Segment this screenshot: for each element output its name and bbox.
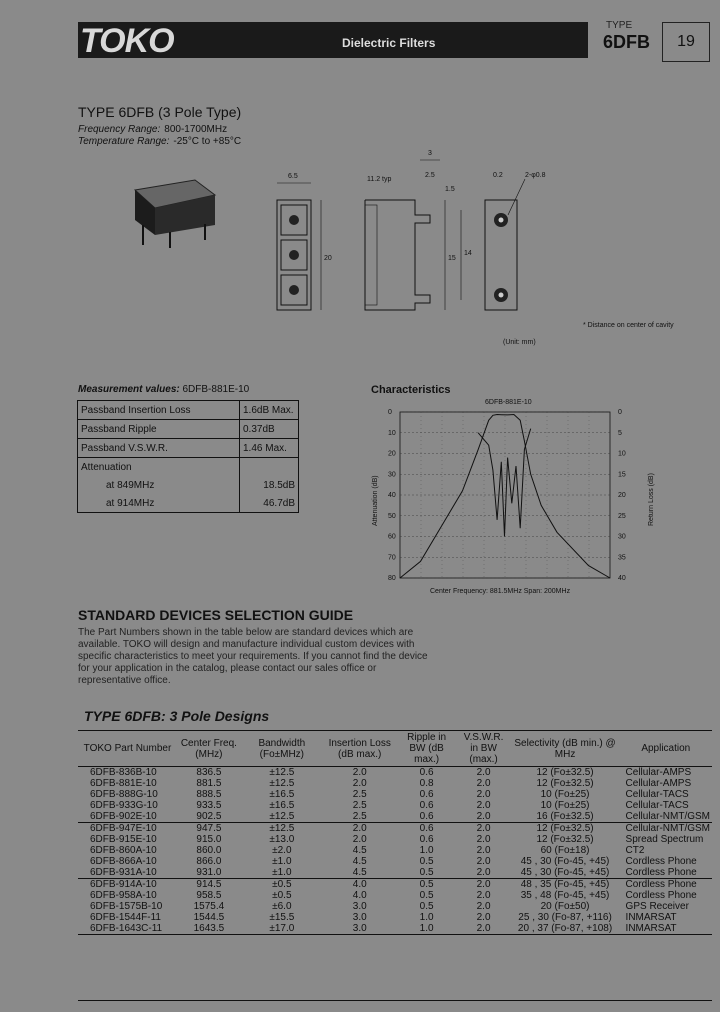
col-selectivity: Selectivity (dB min.) @ MHz <box>511 731 620 767</box>
table-cell: 0.6 <box>419 800 434 811</box>
dim-14: 14 <box>464 250 472 257</box>
table-cell: 1.0 <box>419 845 434 856</box>
right-tick-label: 10 <box>618 450 626 458</box>
left-tick-label: 30 <box>388 471 396 479</box>
table-cell: CT2 <box>625 845 645 856</box>
table-cell: 0.6 <box>419 789 434 800</box>
table-cell: 0.8 <box>419 778 434 789</box>
table-cell: 2.0 <box>457 867 511 879</box>
col-ripple: Ripple in BW (dB max.) <box>397 731 457 767</box>
measurement-table <box>77 400 299 513</box>
table-cell: 6DFB-902E-10 <box>78 811 177 823</box>
frequency-range <box>78 124 227 135</box>
table-cell: 60 (Fo±18) <box>540 845 590 856</box>
chart-part-label: 6DFB-881E-10 <box>485 399 532 406</box>
right-tick-label: 35 <box>618 554 626 562</box>
table-cell: 1.0 <box>419 912 434 923</box>
left-tick-label: 70 <box>388 554 396 562</box>
table-cell: 0.5 <box>419 879 434 890</box>
measurement-heading <box>78 384 249 395</box>
dimension-drawing <box>265 145 705 350</box>
measurement-title: Measurement values: <box>78 384 180 395</box>
right-tick-label: 20 <box>618 492 626 499</box>
meas-label: Passband V.S.W.R. <box>78 439 240 458</box>
table-cell: 866.0 <box>196 856 222 867</box>
table-cell: 914.5 <box>196 879 222 890</box>
table-cell: 20 , 37 (Fo-87, +108) <box>511 923 620 935</box>
left-tick-label: 80 <box>388 575 396 582</box>
temperature-range-value: -25°C to +85°C <box>173 136 242 147</box>
series-return-loss <box>478 429 531 537</box>
product-photo <box>125 170 225 250</box>
left-tick-label: 20 <box>388 450 396 458</box>
table-cell: Cordless Phone <box>625 879 697 890</box>
table-cell: 947.5 <box>196 823 222 834</box>
bottom-rule <box>78 1000 712 1001</box>
table-cell: 1643.5 <box>177 923 241 935</box>
table-cell: 4.0 <box>352 879 367 890</box>
left-tick-label: 10 <box>388 429 396 437</box>
table-cell: 2.0 <box>352 834 367 845</box>
table-cell: 4.5 <box>352 845 367 856</box>
table-cell: ±0.5 <box>272 890 292 901</box>
table-row <box>78 778 712 789</box>
meas-value: 0.37dB <box>240 420 299 439</box>
table-cell: 2.0 <box>476 856 491 867</box>
page-number: 19 <box>662 22 710 62</box>
table-cell: Cordless Phone <box>625 856 697 867</box>
table-cell: 16 (Fo±32.5) <box>511 811 620 823</box>
page-title: TYPE 6DFB (3 Pole Type) <box>78 104 242 120</box>
dim-pin: 2-φ0.8 <box>525 172 546 179</box>
table-cell: 45 , 30 (Fo-45, +45) <box>520 856 610 867</box>
left-axis-label: Attenuation (dB) <box>372 475 379 526</box>
left-tick-label: 0 <box>388 409 392 416</box>
table-cell: 6DFB-947E-10 <box>90 823 157 834</box>
table-cell: ±1.0 <box>272 856 292 867</box>
table-cell: 931.0 <box>177 867 241 879</box>
table-cell: ±6.0 <box>272 901 292 912</box>
table-cell: 933.5 <box>196 800 222 811</box>
table-cell: INMARSAT <box>625 912 677 923</box>
table-cell: 6DFB-914A-10 <box>90 879 157 890</box>
col-loss: Insertion Loss (dB max.) <box>323 731 397 767</box>
table-cell: ±16.5 <box>269 789 295 800</box>
table-cell: GPS Receiver <box>625 901 689 912</box>
table-cell: 2.0 <box>476 879 491 890</box>
table-cell: 2.0 <box>476 912 491 923</box>
characteristics-title: Characteristics <box>371 384 451 396</box>
table-cell: 836.5 <box>196 767 222 778</box>
table-cell: 0.6 <box>419 823 434 834</box>
table-cell: 2.0 <box>352 778 367 789</box>
table-cell: Cordless Phone <box>620 867 712 879</box>
table-cell: 2.0 <box>476 800 491 811</box>
table-cell: 10 (Fo±25) <box>540 800 590 811</box>
table-cell: 6DFB-933G-10 <box>90 800 158 811</box>
col-freq: Center Freq. (MHz) <box>177 731 241 767</box>
table-cell: ±17.0 <box>241 923 323 935</box>
table-cell: Cellular-AMPS <box>625 778 692 789</box>
guide-text: The Part Numbers shown in the table below are standard devices which are available. TOKO will design and manufacture individual custom devices with specific characteristics to meet your requirements. If you cannot find the device for your application in the catalog, please contact our sales office or representative office. <box>78 627 428 686</box>
dim-2-5: 2.5 <box>425 172 435 179</box>
right-axis-label: Return Loss (dB) <box>648 473 655 526</box>
left-tick-label: 40 <box>388 492 396 499</box>
right-tick-label: 0 <box>618 409 622 416</box>
table-row <box>78 923 712 935</box>
table-cell: 2.5 <box>352 800 367 811</box>
table-cell: Cordless Phone <box>625 890 697 901</box>
table-cell: INMARSAT <box>620 923 712 935</box>
table-cell: 958.5 <box>196 890 222 901</box>
table-cell: ±0.5 <box>272 879 292 890</box>
table-cell: ±15.5 <box>269 912 295 923</box>
table-row <box>78 856 712 867</box>
table-cell: 2.0 <box>476 778 491 789</box>
table-cell: 0.6 <box>419 834 434 845</box>
table-row <box>78 901 712 912</box>
table-cell: 0.6 <box>419 767 434 778</box>
table-cell: Spread Spectrum <box>625 834 704 845</box>
meas-label: Passband Insertion Loss <box>78 401 240 420</box>
meas-label: Attenuation <box>78 458 240 477</box>
table-cell: 2.5 <box>352 789 367 800</box>
table-cell: Cellular-NMT/GSM <box>620 811 712 823</box>
right-tick-label: 15 <box>618 471 626 479</box>
x-axis-label: Center Frequency: 881.5MHz Span: 200MHz <box>430 588 571 595</box>
table-cell: 6DFB-931A-10 <box>78 867 177 879</box>
table-cell: 1.0 <box>397 923 457 935</box>
table-cell: ±13.0 <box>269 834 295 845</box>
table-cell: 2.0 <box>352 823 367 834</box>
table-cell: 12 (Fo±32.5) <box>536 823 594 834</box>
col-application: Application <box>620 731 712 767</box>
characteristics-chart <box>365 396 665 600</box>
table-row <box>78 834 712 845</box>
table-cell: 0.5 <box>419 856 434 867</box>
table-cell: ±2.0 <box>272 845 292 856</box>
guide-title: STANDARD DEVICES SELECTION GUIDE <box>78 607 354 623</box>
table-cell: 20 (Fo±50) <box>540 901 590 912</box>
table-cell: 45 , 30 (Fo-45, +45) <box>511 867 620 879</box>
table-cell: Cellular-AMPS <box>625 767 692 778</box>
table-cell: 3.0 <box>352 901 367 912</box>
right-tick-label: 30 <box>618 533 626 541</box>
table-cell: 10 (Fo±25) <box>540 789 590 800</box>
table-cell: 6DFB-881E-10 <box>90 778 157 789</box>
table-cell: 888.5 <box>196 789 222 800</box>
col-vswr: V.S.W.R. in BW (max.) <box>457 731 511 767</box>
table-cell: 2.0 <box>476 767 491 778</box>
dim-width: 6.5 <box>288 173 298 180</box>
table-row <box>78 845 712 856</box>
table-cell: 12 (Fo±32.5) <box>536 778 594 789</box>
table-row <box>78 912 712 923</box>
table-cell: 35 , 48 (Fo-45, +45) <box>520 890 610 901</box>
dim-0-2: 0.2 <box>493 172 503 179</box>
table-cell: 881.5 <box>196 778 222 789</box>
table-cell: 2.0 <box>476 789 491 800</box>
meas-value: 18.5dB <box>240 476 299 494</box>
table-cell: 0.6 <box>397 811 457 823</box>
type-code: 6DFB <box>603 32 651 52</box>
table-cell: 3.0 <box>352 912 367 923</box>
table-cell: 2.0 <box>476 845 491 856</box>
note-center: * Distance on center of cavity <box>583 322 674 329</box>
meas-label: Passband Ripple <box>78 420 240 439</box>
table-cell: 2.0 <box>457 923 511 935</box>
table-cell: 0.5 <box>419 901 434 912</box>
table-cell: 6DFB-888G-10 <box>90 789 158 800</box>
table-row <box>78 800 712 811</box>
table-cell: ±1.0 <box>241 867 323 879</box>
table-cell: 2.0 <box>476 901 491 912</box>
designs-title: TYPE 6DFB: 3 Pole Designs <box>84 708 270 724</box>
measurement-part: 6DFB-881E-10 <box>182 384 250 395</box>
table-cell: 25 , 30 (Fo-87, +116) <box>518 912 612 923</box>
dim-3: 3 <box>428 150 432 157</box>
table-cell: 4.5 <box>352 856 367 867</box>
table-row <box>78 823 712 835</box>
table-cell: 2.0 <box>457 811 511 823</box>
table-cell: ±12.5 <box>269 767 295 778</box>
table-cell: Cellular-NMT/GSM <box>625 823 710 834</box>
col-bandwidth: Bandwidth (Fo±MHz) <box>241 731 323 767</box>
table-cell: ±12.5 <box>269 823 295 834</box>
table-cell: 6DFB-866A-10 <box>90 856 157 867</box>
table-cell: 6DFB-1544F-11 <box>90 912 161 923</box>
table-cell: 2.5 <box>323 811 397 823</box>
table-row <box>78 867 712 879</box>
dim-typ: 11.2 typ <box>367 176 392 183</box>
table-row <box>78 879 712 891</box>
designs-table <box>78 730 712 935</box>
table-cell: 6DFB-860A-10 <box>90 845 157 856</box>
table-row <box>78 890 712 901</box>
dim-height: 20 <box>324 255 332 262</box>
frequency-range-label: Frequency Range: <box>78 124 161 135</box>
right-tick-label: 25 <box>618 512 626 520</box>
table-cell: 860.0 <box>196 845 222 856</box>
toko-logo: TOKO <box>80 22 174 60</box>
table-cell: ±16.5 <box>269 800 295 811</box>
meas-label: at 849MHz <box>78 476 240 494</box>
meas-value: 1.6dB Max. <box>240 401 299 420</box>
table-cell: 6DFB-1643C-11 <box>78 923 177 935</box>
table-cell: Cellular-TACS <box>625 789 689 800</box>
table-cell: 6DFB-958A-10 <box>90 890 157 901</box>
table-row <box>78 767 712 779</box>
temperature-range-label: Temperature Range: <box>78 136 170 147</box>
meas-value: 46.7dB <box>240 494 299 513</box>
table-cell: 6DFB-836B-10 <box>90 767 157 778</box>
table-cell: 6DFB-1575B-10 <box>90 901 163 912</box>
left-tick-label: 50 <box>388 512 396 520</box>
table-cell: 12 (Fo±32.5) <box>536 767 594 778</box>
table-cell: 3.0 <box>323 923 397 935</box>
table-cell: 2.0 <box>476 823 491 834</box>
table-cell: 2.0 <box>476 890 491 901</box>
table-cell: 0.5 <box>419 890 434 901</box>
table-cell: 0.5 <box>397 867 457 879</box>
table-cell: ±12.5 <box>241 811 323 823</box>
table-row <box>78 811 712 823</box>
meas-label: at 914MHz <box>78 494 240 513</box>
right-tick-label: 40 <box>618 575 626 582</box>
col-part: TOKO Part Number <box>78 731 177 767</box>
frequency-range-value: 800-1700MHz <box>164 124 228 135</box>
temperature-range <box>78 136 241 147</box>
table-row <box>78 789 712 800</box>
header-category: Dielectric Filters <box>342 36 436 50</box>
meas-value <box>240 458 299 477</box>
table-cell: 4.5 <box>323 867 397 879</box>
table-cell: 902.5 <box>177 811 241 823</box>
left-tick-label: 60 <box>388 533 396 541</box>
table-cell: 2.0 <box>476 834 491 845</box>
table-header-row <box>78 731 712 767</box>
table-cell: 4.0 <box>352 890 367 901</box>
table-cell: 48 , 35 (Fo-45, +45) <box>520 879 610 890</box>
type-label: TYPE <box>606 20 633 31</box>
dim-15: 15 <box>448 255 456 262</box>
note-unit: (Unit: mm) <box>503 339 536 346</box>
meas-value: 1.46 Max. <box>240 439 299 458</box>
right-tick-label: 5 <box>618 429 622 437</box>
table-cell: 915.0 <box>196 834 222 845</box>
table-cell: 1544.5 <box>193 912 225 923</box>
table-cell: Cellular-TACS <box>625 800 689 811</box>
table-cell: 1575.4 <box>193 901 225 912</box>
table-cell: 2.0 <box>352 767 367 778</box>
table-cell: ±12.5 <box>269 778 295 789</box>
table-cell: 6DFB-915E-10 <box>90 834 157 845</box>
table-cell: 12 (Fo±32.5) <box>536 834 594 845</box>
dim-1-5: 1.5 <box>445 186 455 193</box>
